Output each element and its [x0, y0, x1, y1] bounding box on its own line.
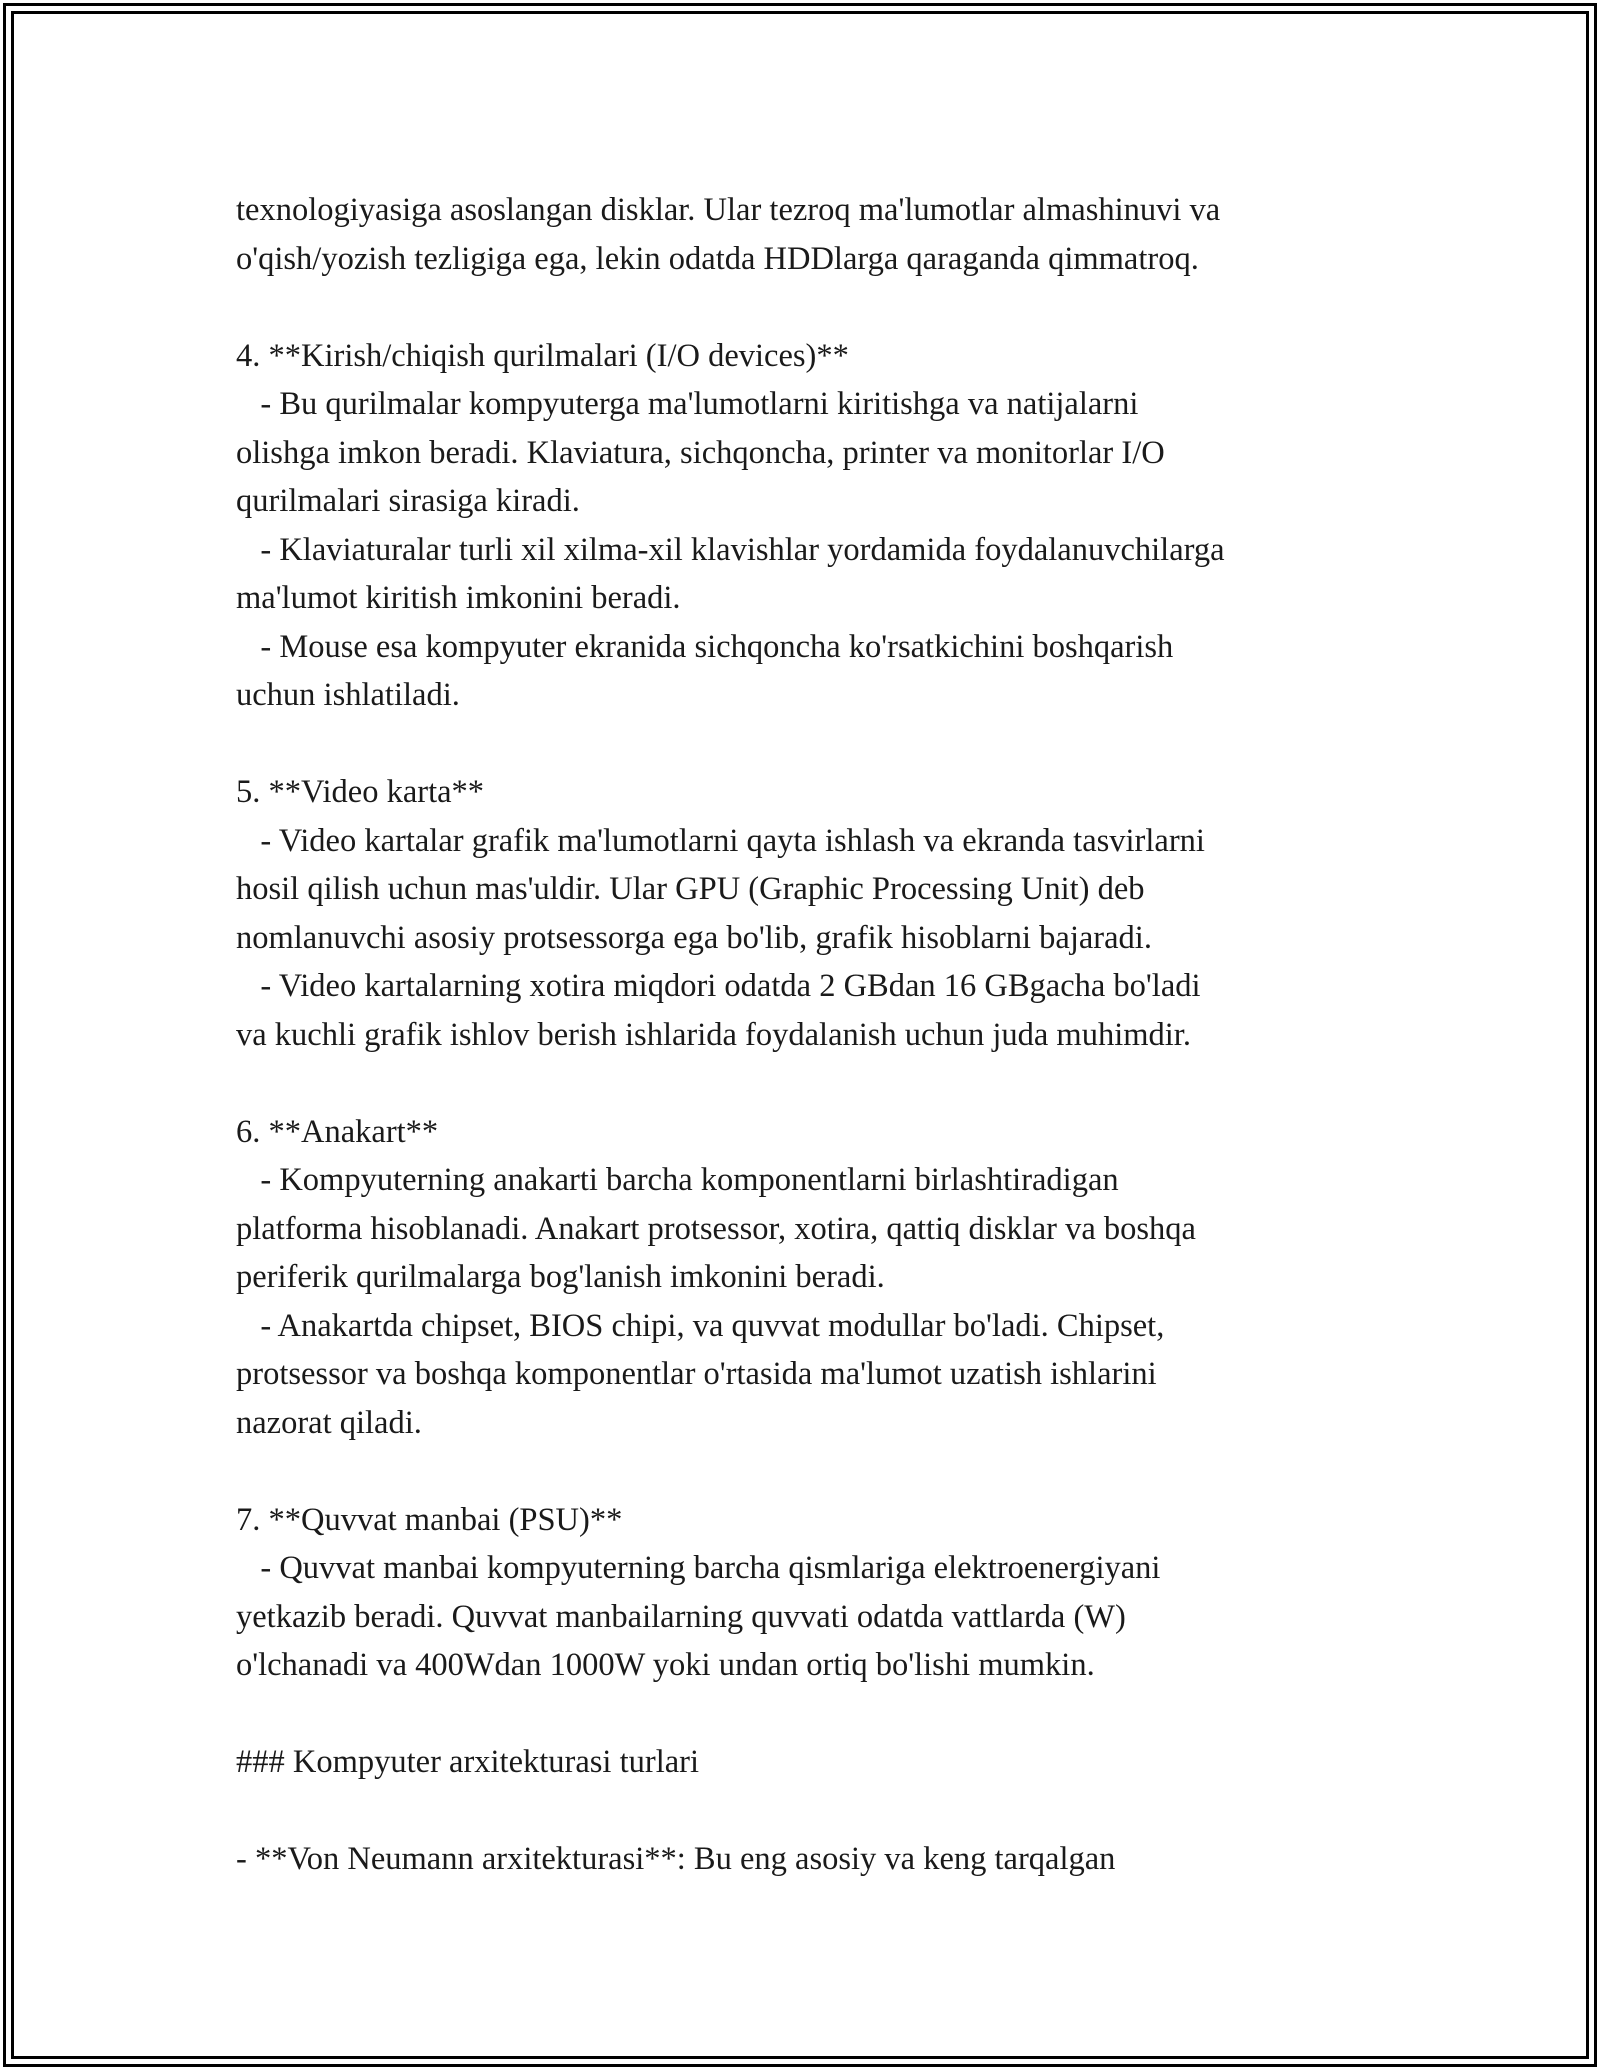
text-line: - Bu qurilmalar kompyuterga ma'lumotlarni kiritishga va natijalarni	[236, 386, 1139, 422]
text-line: protsessor va boshqa komponentlar o'rtasida ma'lumot uzatish ishlarini	[236, 1356, 1157, 1392]
text-line: - Video kartalar grafik ma'lumotlarni qayta ishlash va ekranda tasvirlarni	[236, 822, 1205, 859]
text-line: hosil qilish uchun mas'uldir. Ular GPU (Graphic Processing Unit) deb	[236, 871, 1145, 907]
text-line: nazorat qiladi.	[236, 1404, 422, 1441]
section-heading-motherboard: 6. **Anakart**	[236, 1113, 439, 1150]
text-line: - Kompyuterning anakarti barcha komponentlarni birlashtiradigan	[236, 1162, 1119, 1198]
text-line: - Klaviaturalar turli xil xilma-xil klavishlar yordamida foydalanuvchilarga	[236, 531, 1225, 568]
text-line: - **Von Neumann arxitekturasi**: Bu eng asosiy va keng tarqalgan	[236, 1841, 1116, 1877]
blank-line	[236, 1690, 1416, 1739]
blank-line	[236, 720, 1416, 769]
section-heading-video-card: 5. **Video karta**	[236, 774, 485, 810]
text-line: periferik qurilmalarga bog'lanish imkonini beradi.	[236, 1259, 885, 1295]
text-line: - Mouse esa kompyuter ekranida sichqoncha ko'rsatkichini boshqarish	[236, 628, 1174, 665]
subheading-architecture-types: ### Kompyuter arxitekturasi turlari	[236, 1744, 699, 1780]
text-line: - Anakartda chipset, BIOS chipi, va quvvat modullar bo'ladi. Chipset,	[236, 1307, 1165, 1344]
text-line: ma'lumot kiritish imkonini beradi.	[236, 580, 681, 616]
text-line: - Quvvat manbai kompyuterning barcha qismlariga elektroenergiyani	[236, 1550, 1161, 1586]
text-line: uchun ishlatiladi.	[236, 677, 460, 713]
section-heading-io-devices: 4. **Kirish/chiqish qurilmalari (I/O devices)**	[236, 337, 849, 374]
text-line: o'lchanadi va 400Wdan 1000W yoki undan ortiq bo'lishi mumkin.	[236, 1647, 1095, 1683]
text-line: nomlanuvchi asosiy protsessorga ega bo'lib, grafik hisoblarni bajaradi.	[236, 919, 1152, 956]
text-line: qurilmalari sirasiga kiradi.	[236, 483, 580, 519]
text-line: platforma hisoblanadi. Anakart protsessor, xotira, qattiq disklar va boshqa	[236, 1210, 1196, 1247]
text-line: - Video kartalarning xotira miqdori odatda 2 GBdan 16 GBgacha bo'ladi	[236, 968, 1201, 1004]
section-heading-psu: 7. **Quvvat manbai (PSU)**	[236, 1501, 623, 1538]
text-line: olishga imkon beradi. Klaviatura, sichqoncha, printer va monitorlar I/O	[236, 434, 1165, 471]
blank-line	[236, 1787, 1416, 1836]
text-line: texnologiyasiga asoslangan disklar. Ular tezroq ma'lumotlar almashinuvi va	[236, 192, 1221, 228]
blank-line	[236, 283, 1416, 332]
text-line: yetkazib beradi. Quvvat manbailarning quvvati odatda vattlarda (W)	[236, 1598, 1126, 1635]
text-line: o'qish/yozish tezligiga ega, lekin odatda HDDlarga qaraganda qimmatroq.	[236, 240, 1199, 277]
document-body	[236, 186, 1416, 1884]
blank-line	[236, 1059, 1416, 1108]
text-line: va kuchli grafik ishlov berish ishlarida foydalanish uchun juda muhimdir.	[236, 1016, 1191, 1053]
blank-line	[236, 1447, 1416, 1496]
